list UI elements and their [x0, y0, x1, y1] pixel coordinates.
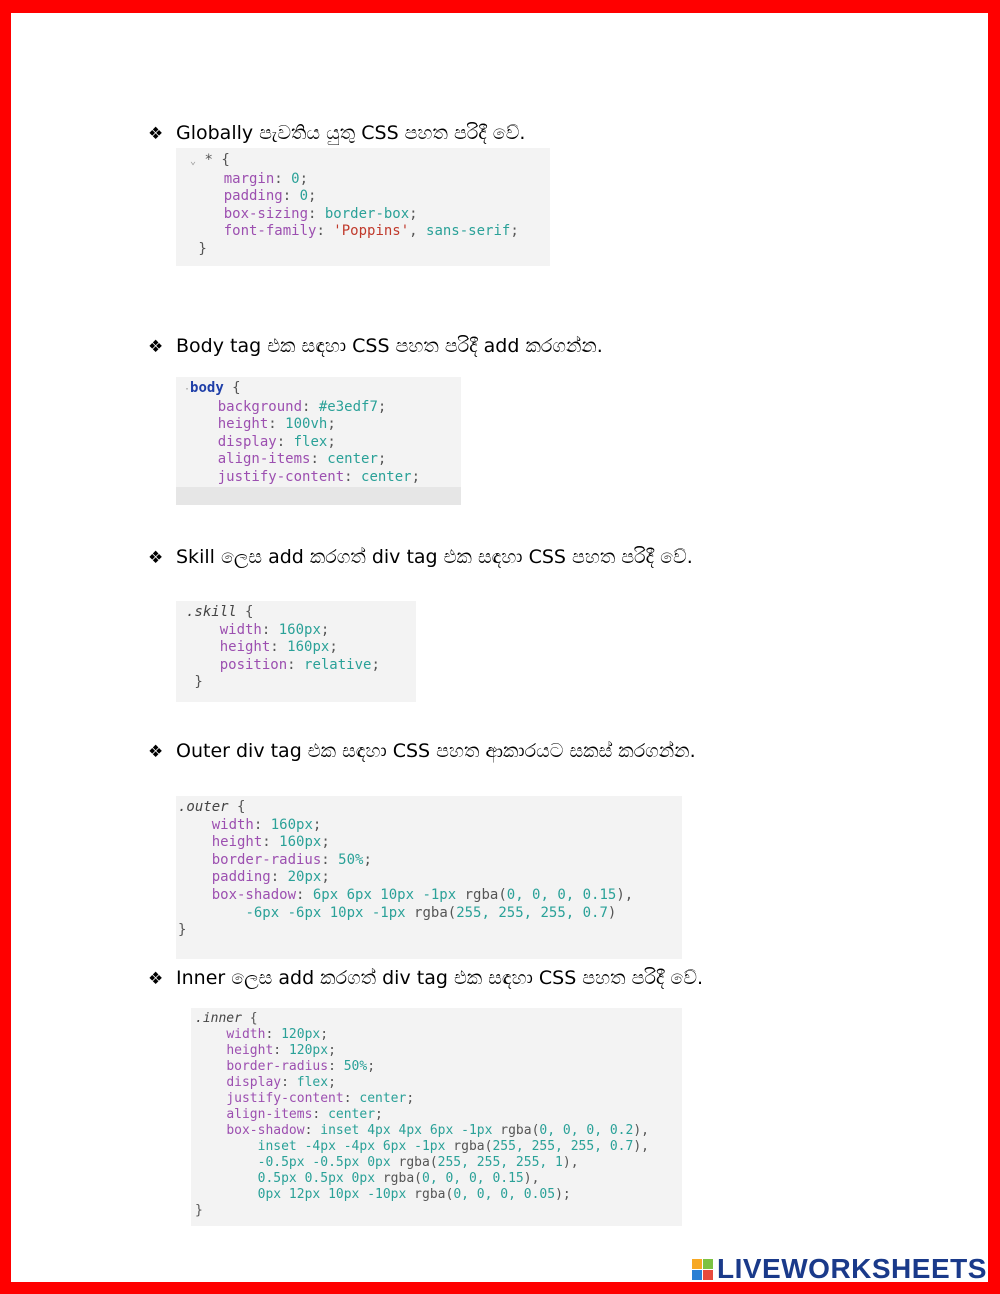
code-value: inset -4px -4px 6px -1px — [257, 1139, 446, 1154]
code-selector: * { — [204, 152, 230, 168]
code-punct: ) — [607, 904, 617, 921]
code-args: 0, 0, 0, 0.05 — [453, 1187, 556, 1202]
liveworksheets-logo[interactable] — [692, 1254, 987, 1284]
code-property: box-shadow — [226, 1123, 305, 1138]
code-punct: ), — [562, 1155, 579, 1170]
bullet-text: Body tag එක සඳහා CSS පහත පරිදී add කරගන්න. — [176, 335, 603, 357]
bullet-inner-css — [148, 967, 703, 990]
code-args: 255, 255, 255, 0.7 — [492, 1139, 634, 1154]
diamond-bullet-icon: ❖ — [148, 742, 164, 762]
code-value: 0.5px 0.5px 0px — [257, 1171, 376, 1186]
code-value: relative — [304, 656, 372, 673]
code-block-outer: .outer { width: 160px; height: 160px; border-radius: 50%; padding: 20px; box-shadow: 6px 6px 10px -1px rgba(0, 0, 0, 0.15), -6px -6px 10px -1px rgba(255, 255, 255, 0.7) } — [176, 796, 682, 959]
code-function: rgba( — [414, 904, 457, 921]
code-block-global: ⌄ * { margin: 0; padding: 0; box-sizing: border-box; font-family: 'Poppins', sans-serif; } — [176, 148, 550, 266]
code-value: center — [361, 468, 412, 485]
logo-mark-icon — [692, 1259, 713, 1280]
code-property: height — [226, 1043, 274, 1058]
code-property: width — [219, 621, 262, 638]
fold-arrow-icon: ⌄ — [190, 156, 197, 167]
bullet-global-css — [148, 122, 525, 145]
code-value: 160px — [278, 621, 321, 638]
code-value: inset 4px 4px 6px -1px — [320, 1123, 493, 1138]
code-property: box-sizing — [223, 205, 309, 222]
code-property: height — [219, 639, 271, 656]
code-property: display — [217, 433, 277, 450]
code-property: width — [211, 816, 254, 833]
code-function: rgba( — [500, 1123, 540, 1138]
bullet-text: Outer div tag එක සඳහා CSS පහත ආකාරයට සකස් කරගන්න. — [176, 740, 696, 762]
code-args: 0, 0, 0, 0.15 — [506, 886, 617, 903]
code-value: #e3edf7 — [318, 398, 378, 415]
code-value: center — [327, 451, 378, 468]
code-block-body: ·body { background: #e3edf7; height: 100vh; display: flex; align-items: center; justify-content: center; — [176, 377, 461, 505]
code-property: align-items — [217, 451, 311, 468]
code-value: 6px 6px 10px -1px — [312, 886, 457, 903]
code-punct: ), — [523, 1171, 540, 1186]
code-value: 160px — [287, 639, 330, 656]
code-function: rgba( — [398, 1155, 438, 1170]
bullet-skill-css — [148, 546, 693, 569]
code-function: rgba( — [464, 886, 507, 903]
code-value: sans-serif — [426, 223, 511, 240]
bullet-text: Globally පැවතිය යුතු CSS පහත පරිදී වේ. — [176, 122, 526, 144]
logo-text: LIVEWORKSHEETS — [717, 1253, 987, 1284]
code-property: border-radius — [211, 851, 322, 868]
bullet-text: Inner ලෙස add කරගත් div tag එක සඳහා CSS පහත පරිදී වේ. — [176, 967, 704, 989]
code-property: font-family — [223, 223, 317, 240]
code-value: flex — [293, 433, 328, 450]
code-property: justify-content — [226, 1091, 344, 1106]
code-value: 50% — [338, 851, 364, 868]
code-value: center — [328, 1107, 376, 1122]
code-args: 255, 255, 255, 0.7 — [456, 904, 608, 921]
diamond-bullet-icon: ❖ — [148, 969, 164, 989]
code-property: padding — [223, 188, 283, 205]
code-value: center — [359, 1091, 407, 1106]
code-function: rgba( — [414, 1187, 454, 1202]
code-value: -0.5px -0.5px 0px — [257, 1155, 391, 1170]
code-args: 0, 0, 0, 0.15 — [422, 1171, 524, 1186]
code-property: height — [211, 834, 263, 851]
bullet-outer-css — [148, 740, 696, 763]
code-punct: ); — [555, 1187, 571, 1202]
code-selector: .skill — [186, 604, 237, 620]
code-selector: .outer — [178, 799, 229, 815]
diamond-bullet-icon: ❖ — [148, 124, 164, 144]
code-value: 0 — [299, 188, 309, 205]
code-args: 0, 0, 0, 0.2 — [539, 1123, 634, 1138]
code-property: position — [219, 656, 288, 673]
code-property: width — [226, 1027, 266, 1042]
fold-marker-icon: · — [184, 384, 191, 395]
code-value: 20px — [287, 869, 322, 886]
code-value: 50% — [343, 1059, 368, 1074]
code-block-inner: .inner { width: 120px; height: 120px; border-radius: 50%; display: flex; justify-content: center; align-items: center; box-shadow: inset 4px 4px 6px -1px rgba(0, 0, 0, 0.2), inset -4px -4px 6px -1px rgba(255, 255, 255, 0.7), -0.5px -0.5px 0px rgba(255, 255, 255, 1), 0.5px 0.5px 0px rgba(0, 0, 0, 0.15), 0px 12px 10px -10px rgba(0, 0, 0, 0.05); } — [191, 1008, 682, 1226]
code-property: margin — [223, 170, 275, 187]
code-property: background — [217, 398, 303, 415]
code-punct: ), — [616, 886, 634, 903]
code-value: 160px — [270, 816, 313, 833]
code-string: 'Poppins' — [333, 223, 410, 240]
diamond-bullet-icon: ❖ — [148, 548, 164, 568]
code-property: height — [217, 416, 269, 433]
code-value: 120px — [281, 1027, 321, 1042]
bullet-text: Skill ලෙස add කරගත් div tag එක සඳහා CSS පහත පරිදී වේ. — [176, 546, 693, 568]
code-property: border-radius — [226, 1059, 329, 1074]
code-args: 255, 255, 255, 1 — [437, 1155, 563, 1170]
code-value: -6px -6px 10px -1px — [245, 904, 406, 921]
code-value: 0px 12px 10px -10px — [257, 1187, 407, 1202]
code-value: border-box — [324, 205, 410, 222]
code-punct: ), — [633, 1139, 649, 1154]
code-block-skill: .skill { width: 160px; height: 160px; position: relative; } — [176, 601, 416, 702]
code-value: 160px — [279, 834, 322, 851]
code-property: padding — [211, 869, 271, 886]
code-punct: ), — [633, 1123, 649, 1138]
code-value: flex — [296, 1075, 329, 1090]
code-value: 100vh — [285, 416, 328, 433]
code-value: 120px — [288, 1043, 329, 1058]
code-value: 0 — [291, 170, 300, 187]
code-property: justify-content — [217, 468, 345, 485]
code-function: rgba( — [382, 1171, 422, 1186]
code-selector: .inner — [195, 1011, 242, 1026]
code-property: align-items — [226, 1107, 313, 1122]
code-selector: body — [190, 380, 224, 396]
code-highlight-line — [176, 487, 461, 505]
code-property: display — [226, 1075, 282, 1090]
diamond-bullet-icon: ❖ — [148, 337, 164, 357]
code-function: rgba( — [453, 1139, 493, 1154]
code-property: box-shadow — [211, 886, 297, 903]
bullet-body-css — [148, 335, 603, 358]
